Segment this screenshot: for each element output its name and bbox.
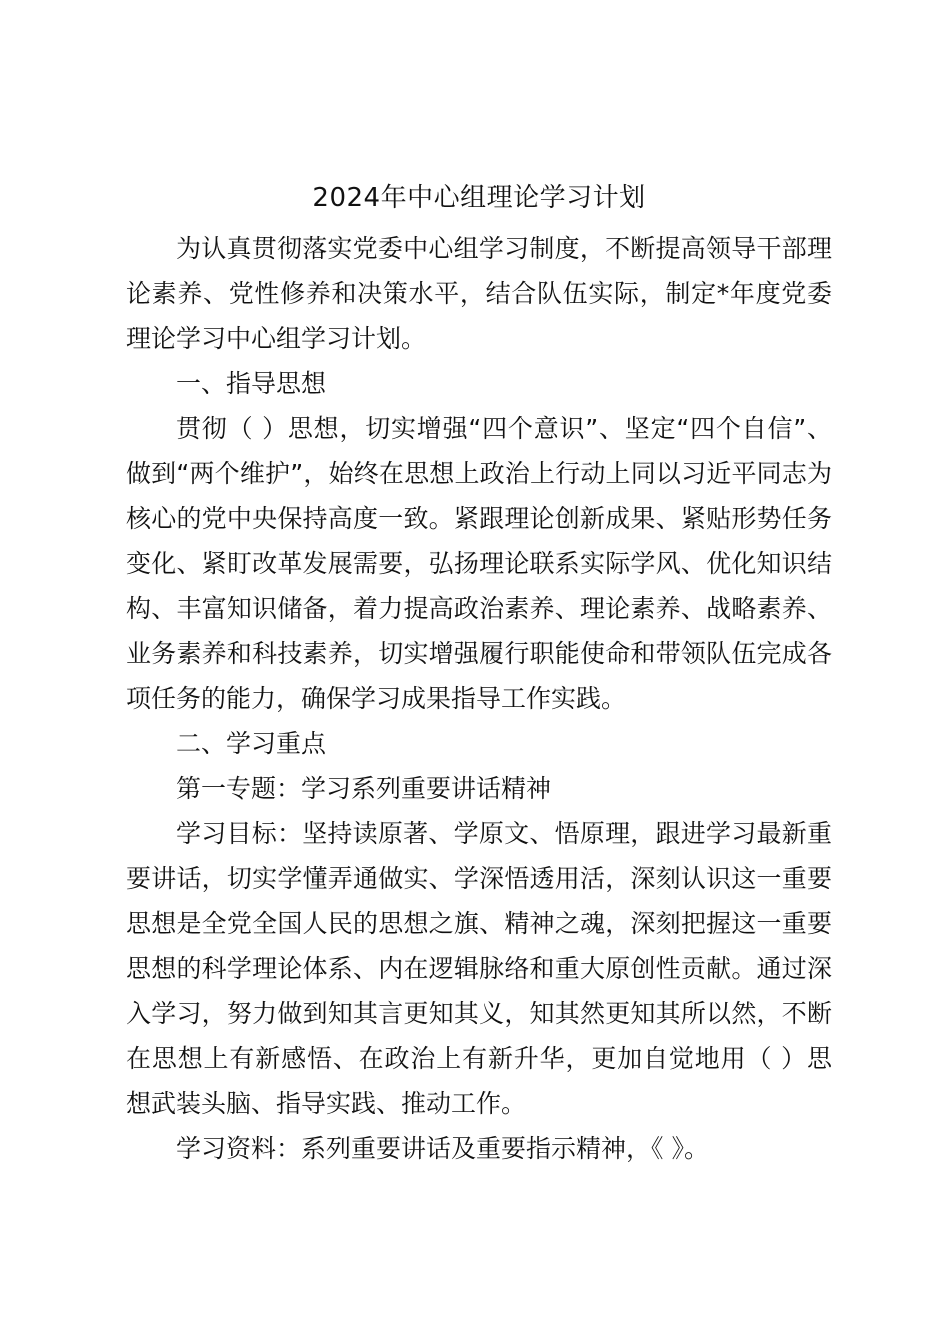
study-goal-paragraph: 学习目标：坚持读原著、学原文、悟原理，跟进学习最新重要讲话，切实学懂弄通做实、学深悟透用活，深刻认识这一重要思想是全党全国人民的思想之旗、精神之魂，深刻把握这一重要思想的科学理论体系、内在逻辑脉络和重大原创性贡献。通过深入学习，努力做到知其言更知其义，知其然更知其所以然，不断在思想上有新感悟、在政治上有新升华，更加自觉地用（ ）思想武装头脑、指导实践、推动工作。 bbox=[126, 819, 832, 1118]
intro-paragraph: 为认真贯彻落实党委中心组学习制度，不断提高领导干部理论素养、党性修养和决策水平，结合队伍实际，制定*年度党委理论学习中心组学习计划。 bbox=[126, 234, 832, 353]
study-materials-paragraph: 学习资料：系列重要讲话及重要指示精神，《 》。 bbox=[176, 1134, 709, 1163]
topic-one-heading: 第一专题：学习系列重要讲话精神 bbox=[176, 774, 552, 803]
section-heading-guiding-ideology: 一、指导思想 bbox=[176, 369, 327, 398]
section-heading-study-focus: 二、学习重点 bbox=[176, 729, 327, 758]
document-title: 2024年中心组理论学习计划 bbox=[312, 183, 646, 213]
document-page bbox=[126, 170, 832, 1171]
guiding-ideology-paragraph: 贯彻（ ）思想，切实增强“四个意识”、坚定“四个自信”、做到“两个维护”，始终在思想上政治上行动上同以习近平同志为核心的党中央保持高度一致。紧跟理论创新成果、紧贴形势任务变化、紧盯改革发展需要，弘扬理论联系实际学风、优化知识结构、丰富知识储备，着力提高政治素养、理论素养、战略素养、业务素养和科技素养，切实增强履行职能使命和带领队伍完成各项任务的能力，确保学习成果指导工作实践。 bbox=[126, 414, 832, 713]
